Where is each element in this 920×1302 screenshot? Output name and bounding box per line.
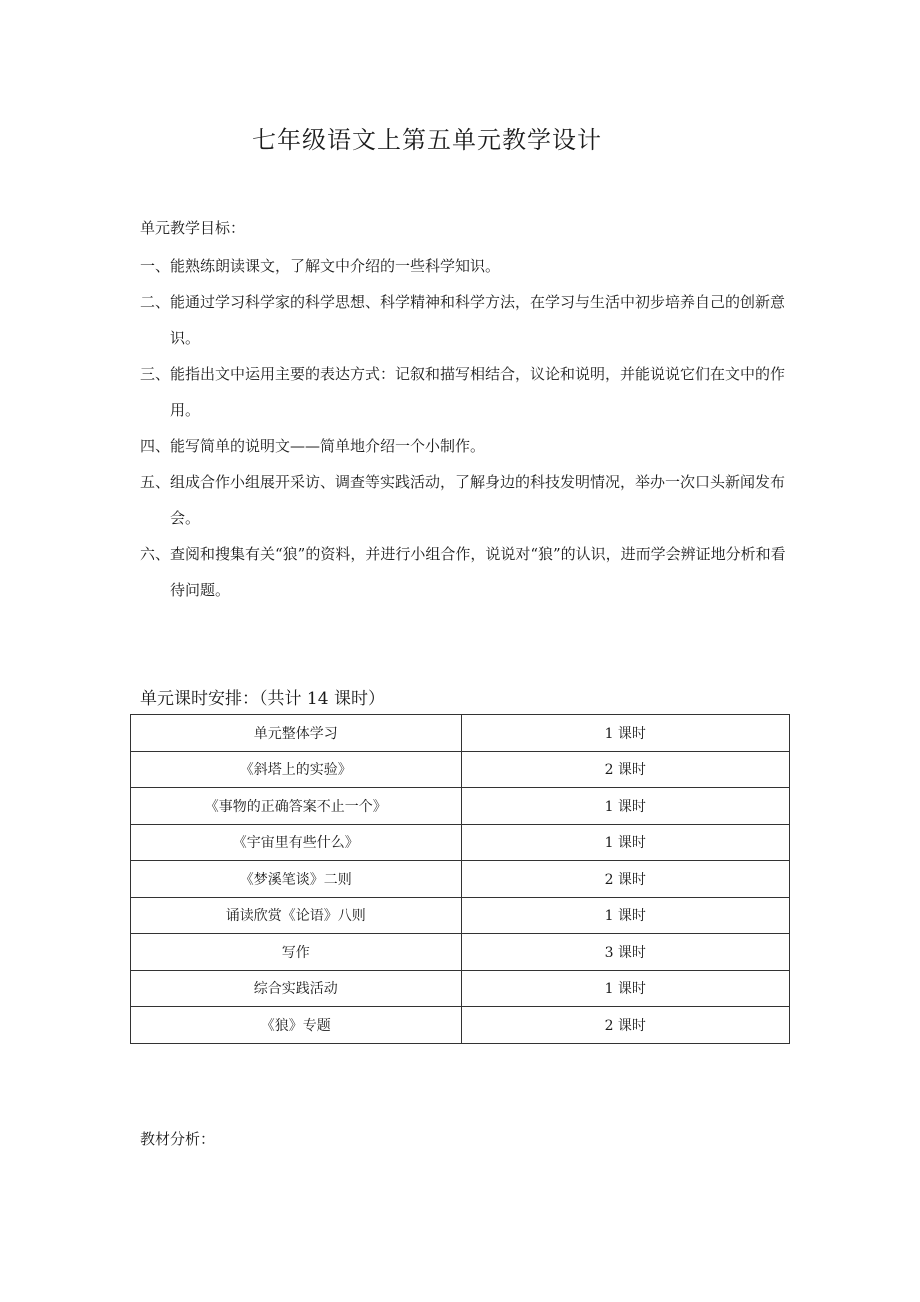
lesson-cell: 《梦溪笔谈》二则	[131, 861, 462, 898]
page-title: 七年级语文上第五单元教学设计	[252, 126, 602, 154]
hours-cell: 1 课时	[461, 970, 789, 1007]
hours-cell: 2 课时	[461, 1007, 789, 1044]
hours-cell: 1 课时	[461, 788, 789, 825]
hours-cell: 1 课时	[461, 715, 789, 752]
schedule-table	[130, 714, 790, 1044]
lesson-cell: 《狼》专题	[131, 1007, 462, 1044]
lesson-cell: 《斜塔上的实验》	[131, 751, 462, 788]
hours-cell: 1 课时	[461, 824, 789, 861]
lesson-cell: 诵读欣赏《论语》八则	[131, 897, 462, 934]
hours-cell: 2 课时	[461, 861, 789, 898]
goal-item: 六、查阅和搜集有关“狼”的资料，并进行小组合作，说说对“狼”的认识，进而学会辨证地分析和看待问题。	[140, 545, 786, 599]
lesson-cell: 综合实践活动	[131, 970, 462, 1007]
table-row	[131, 861, 790, 898]
table-row	[131, 715, 790, 752]
lesson-cell: 《事物的正确答案不止一个》	[131, 788, 462, 825]
goal-item: 一、能熟练朗读课文，了解文中介绍的一些科学知识。	[140, 257, 501, 275]
lesson-cell: 《宇宙里有些什么》	[131, 824, 462, 861]
table-row	[131, 897, 790, 934]
hours-cell: 1 课时	[461, 897, 789, 934]
schedule-heading: 单元课时安排：（共计 14 课时）	[140, 689, 385, 709]
goal-item: 三、能指出文中运用主要的表达方式：记叙和描写相结合，议论和说明，并能说说它们在文中的作用。	[140, 365, 786, 419]
lesson-cell: 写作	[131, 934, 462, 971]
goals-heading: 单元教学目标：	[140, 219, 246, 237]
lesson-cell: 单元整体学习	[131, 715, 462, 752]
table-row	[131, 824, 790, 861]
hours-cell: 2 课时	[461, 751, 789, 788]
goal-list	[140, 248, 790, 608]
goal-item: 二、能通过学习科学家的科学思想、科学精神和科学方法，在学习与生活中初步培养自己的创新意识。	[140, 293, 786, 347]
table-row	[131, 788, 790, 825]
hours-cell: 3 课时	[461, 934, 789, 971]
goal-item: 四、能写简单的说明文——简单地介绍一个小制作。	[140, 437, 486, 455]
analysis-heading: 教材分析：	[140, 1130, 216, 1148]
table-row	[131, 751, 790, 788]
table-row	[131, 934, 790, 971]
table-row	[131, 1007, 790, 1044]
goal-item: 五、组成合作小组展开采访、调查等实践活动，了解身边的科技发明情况，举办一次口头新闻发布会。	[140, 473, 786, 527]
table-row	[131, 970, 790, 1007]
